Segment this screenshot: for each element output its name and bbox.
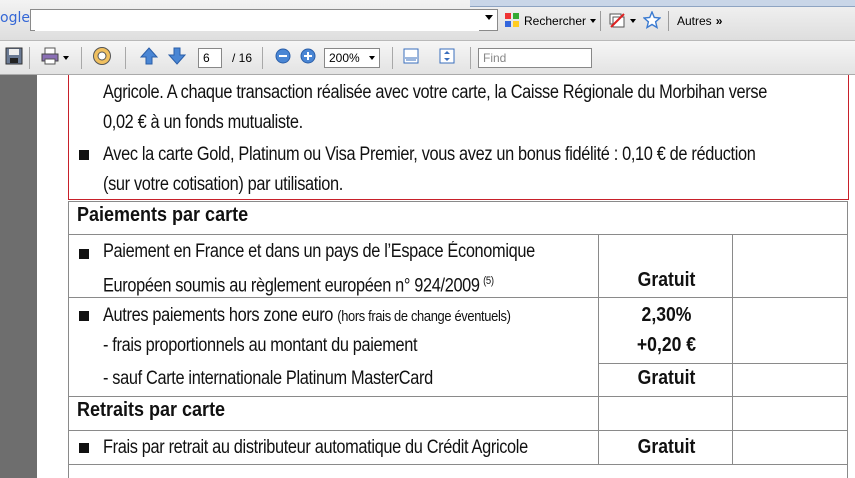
more-label: Autres: [677, 14, 712, 28]
fit-page-icon: [438, 47, 456, 69]
toolbar-divider: [392, 47, 393, 69]
find-input[interactable]: Find: [478, 48, 592, 68]
next-page-button[interactable]: [166, 47, 188, 69]
withdrawal-value: Gratuit: [637, 436, 696, 458]
printer-icon: [41, 47, 61, 69]
page-total: / 16: [232, 51, 253, 65]
bookmark-star-button[interactable]: [643, 10, 661, 32]
table-rule: [68, 297, 848, 298]
star-icon: [643, 11, 661, 32]
hand-tool-button[interactable]: [91, 47, 113, 69]
table-rule: [598, 430, 599, 465]
payment-france-line2: Européen soumis au règlement européen n° 924/2009 $^{(5)}$: [103, 275, 494, 297]
zoom-out-button[interactable]: [272, 47, 294, 69]
table-rule: [68, 201, 69, 478]
pdf-toolbar: [0, 41, 855, 75]
chevron-down-icon: [630, 19, 636, 23]
payment-outside-value-percent: 2,30%: [641, 304, 692, 326]
table-rule: [68, 234, 848, 235]
intro-text-line2: 0,02 € à un fonds mutualiste.: [103, 112, 303, 133]
table-rule: [732, 430, 733, 465]
google-search-label: Rechercher: [524, 14, 587, 28]
chevron-down-icon: [590, 19, 596, 23]
payment-platinum-label: - sauf Carte internationale Platinum MasterCard: [103, 368, 433, 389]
payment-france-line1: Paiement en France et dans un pays de l’Espace Économique: [103, 241, 535, 262]
bullet-icon: [79, 249, 89, 259]
popup-blocker-icon: [608, 11, 626, 32]
bullet-icon: [79, 150, 89, 160]
google-toolbar: [0, 0, 855, 41]
google-search-button[interactable]: [504, 10, 596, 32]
previous-page-button[interactable]: [138, 47, 160, 69]
section-title-payments: Paiements par carte: [77, 204, 249, 226]
zoom-in-button[interactable]: [297, 47, 319, 69]
toolbar-divider: [125, 47, 126, 69]
hand-tool-icon: [92, 46, 112, 70]
payment-platinum-value: Gratuit: [637, 367, 696, 389]
save-button[interactable]: [3, 47, 25, 69]
gold-bonus-line1: Avec la carte Gold, Platinum ou Visa Premier, vous avez un bonus fidélité : 0,10 € de réduction: [103, 144, 756, 165]
zoom-out-icon: [275, 48, 291, 68]
section-title-withdrawals: Retraits par carte: [77, 399, 226, 421]
more-button[interactable]: [677, 10, 722, 32]
chevron-down-icon: [63, 56, 69, 60]
chevron-down-icon: [369, 56, 375, 60]
footnote-ref: (5): [483, 275, 494, 287]
toolbar-divider: [29, 47, 30, 69]
double-chevron-right-icon: »: [715, 14, 723, 28]
popup-blocker-button[interactable]: [608, 10, 636, 32]
google-search-input[interactable]: [35, 11, 479, 31]
payment-france-value: Gratuit: [637, 269, 696, 291]
window-title-strip: [470, 0, 855, 7]
table-rule: [68, 430, 848, 431]
google-search-icon: [504, 12, 520, 31]
print-button[interactable]: [38, 47, 72, 69]
fit-width-button[interactable]: [400, 47, 422, 69]
pdf-page: [37, 75, 855, 478]
document-viewport[interactable]: [0, 75, 855, 478]
toolbar-divider: [262, 47, 263, 69]
zoom-value: 200%: [329, 51, 360, 65]
payment-outside-label: Autres paiements hors zone euro (hors frais de change éventuels): [103, 305, 511, 326]
floppy-disk-icon: [5, 47, 23, 69]
table-rule: [847, 201, 848, 478]
withdrawal-label: Frais par retrait au distributeur automatique du Crédit Agricole: [103, 437, 528, 458]
google-search-box[interactable]: [30, 9, 498, 31]
search-history-dropdown-icon[interactable]: [485, 15, 493, 20]
table-rule: [68, 201, 848, 202]
toolbar-divider: [81, 47, 82, 69]
gold-bonus-line2: (sur votre cotisation) par utilisation.: [103, 174, 343, 195]
payment-outside-value-fixed: +0,20 €: [636, 334, 697, 356]
zoom-in-icon: [300, 48, 316, 68]
payment-outside-sub: - frais proportionnels au montant du paiement: [103, 335, 418, 356]
toolbar-divider: [600, 11, 601, 31]
table-rule: [598, 363, 848, 364]
arrow-up-icon: [139, 46, 159, 70]
google-logo: ogle: [0, 10, 30, 26]
arrow-down-icon: [167, 46, 187, 70]
toolbar-divider: [470, 47, 471, 69]
page-number-input[interactable]: 6: [198, 48, 222, 68]
toolbar-divider: [668, 11, 669, 31]
zoom-select[interactable]: [324, 48, 380, 68]
fit-page-button[interactable]: [436, 47, 458, 69]
intro-text-line1: Agricole. A chaque transaction réalisée avec votre carte, la Caisse Régionale du Morbihan verse: [103, 82, 767, 103]
bullet-icon: [79, 443, 89, 453]
bullet-icon: [79, 311, 89, 321]
table-rule: [68, 396, 848, 397]
table-rule: [68, 464, 848, 465]
fit-width-icon: [402, 47, 420, 69]
